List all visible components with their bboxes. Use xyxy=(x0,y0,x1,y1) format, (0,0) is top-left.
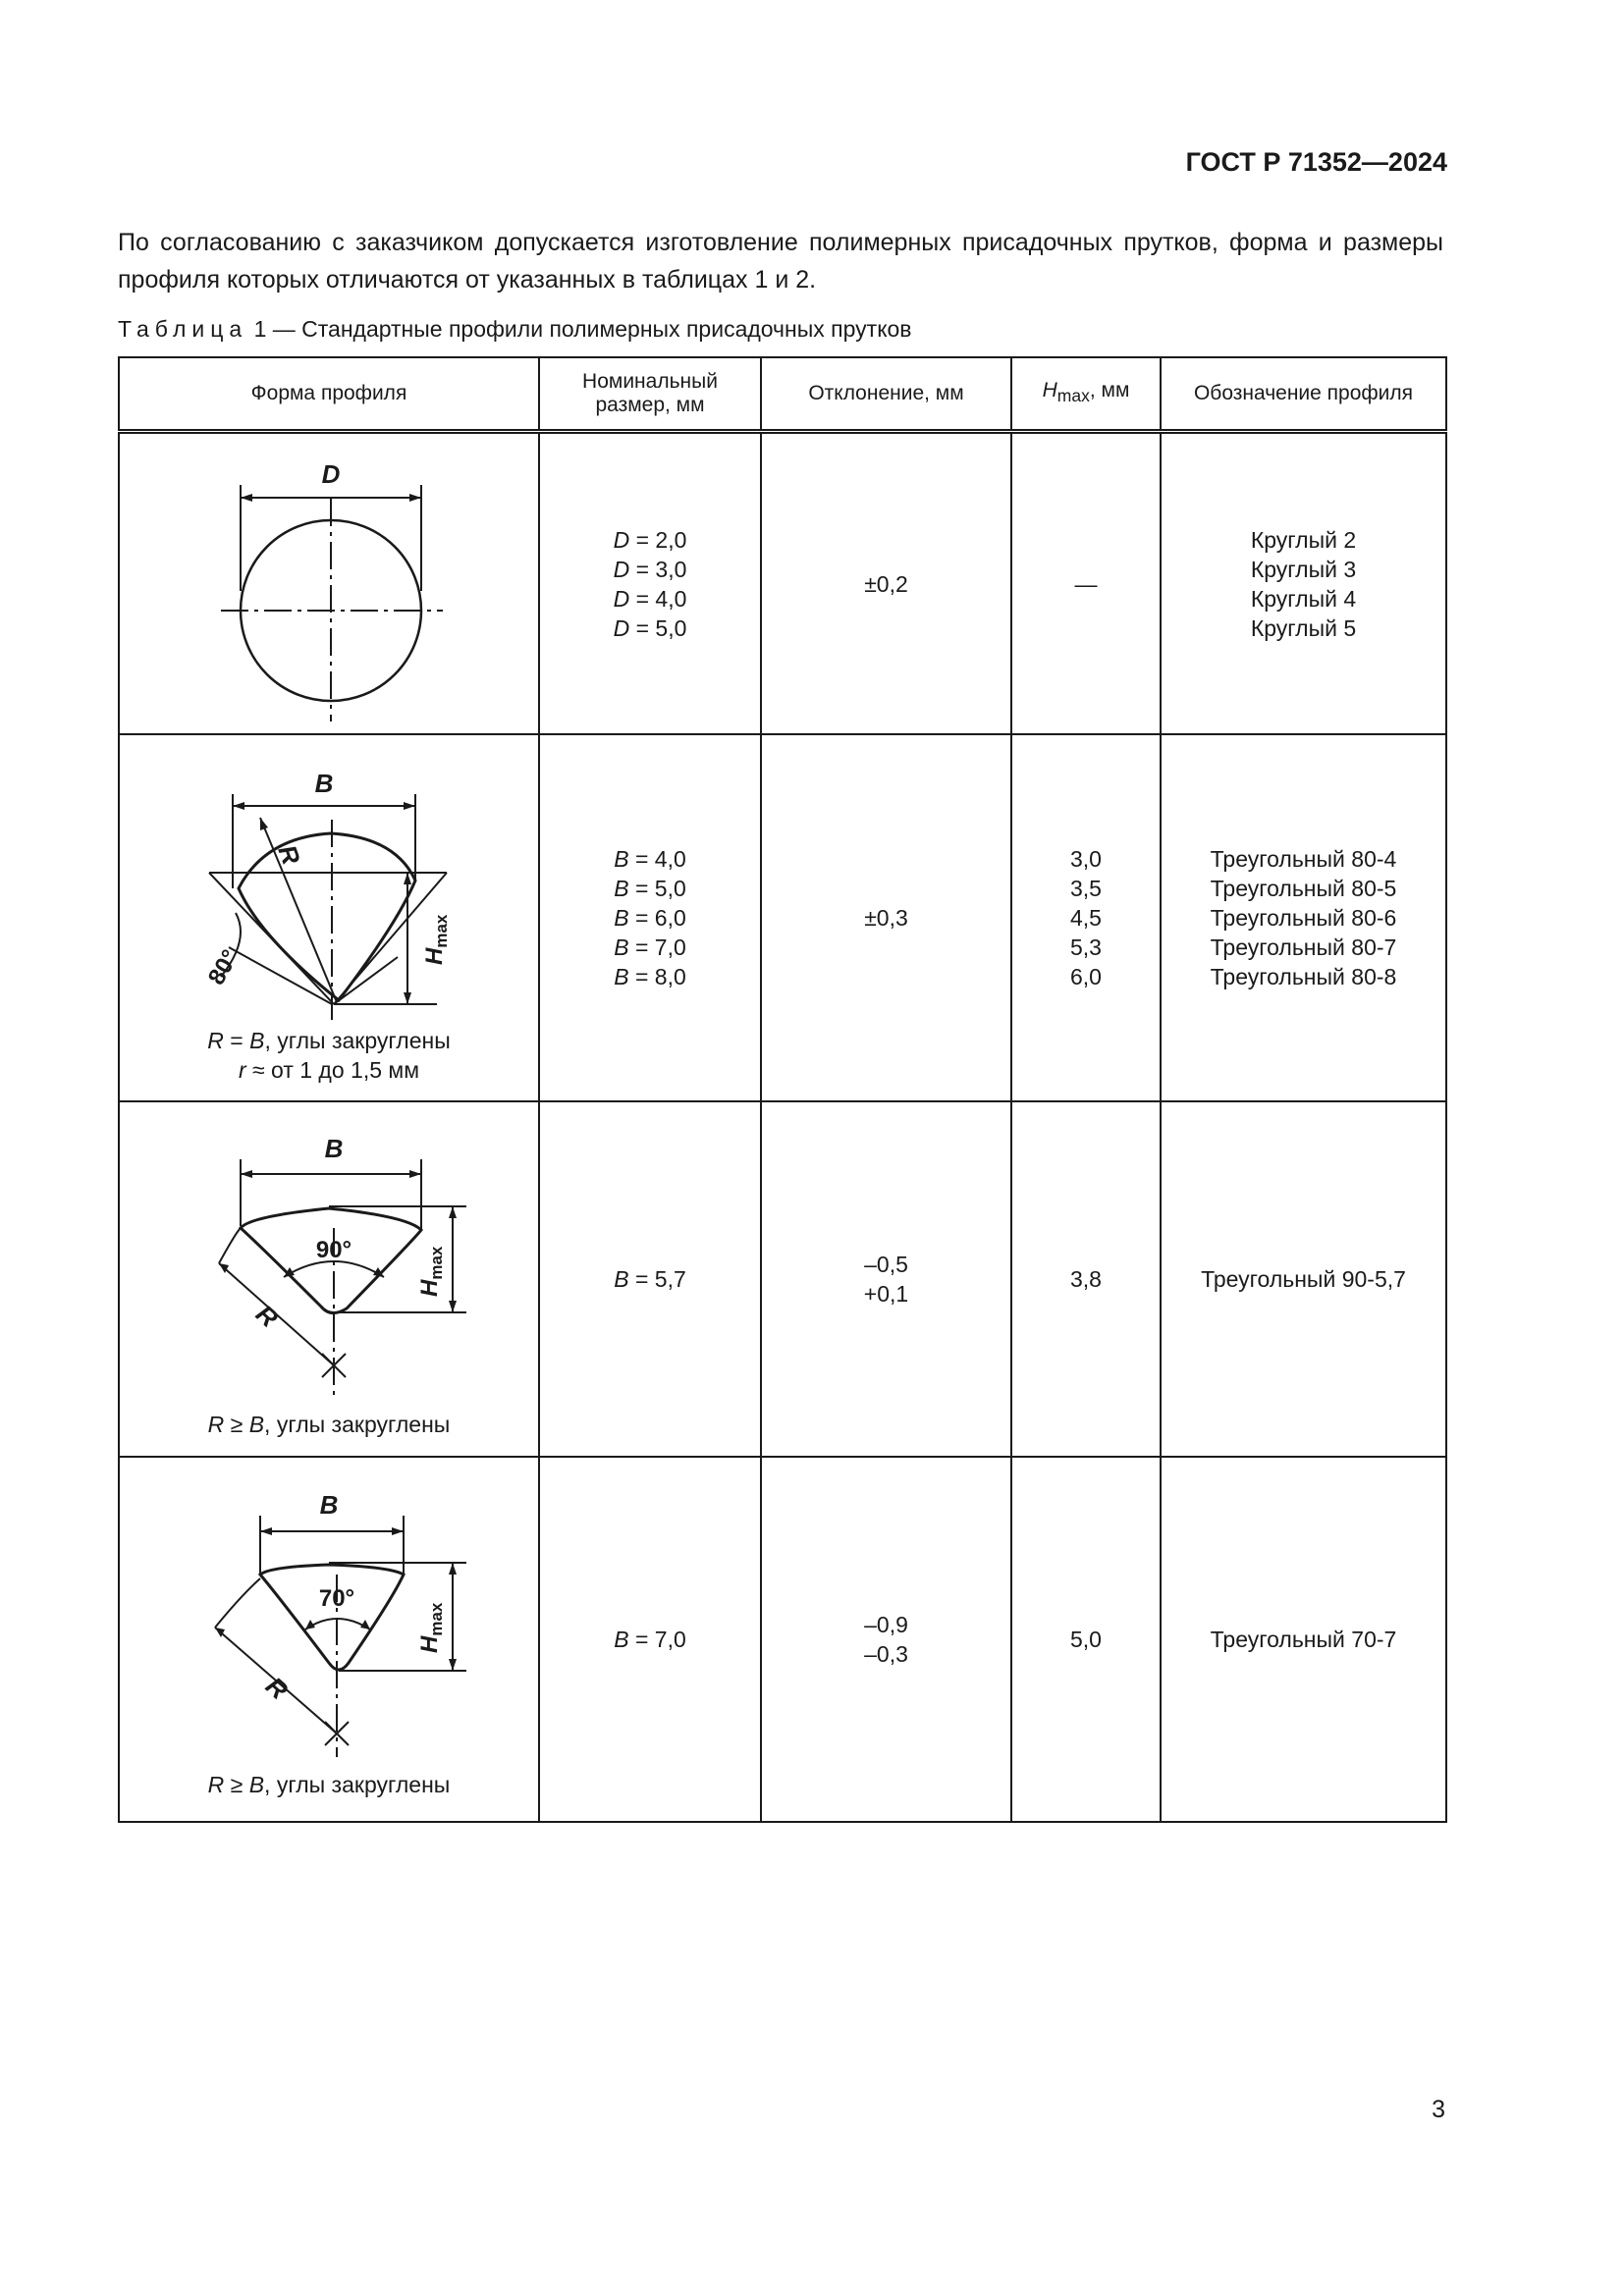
cell-nominal xyxy=(539,1457,761,1822)
triangle-90-profile-drawing xyxy=(182,1120,476,1410)
angle-label: 90° xyxy=(315,1236,352,1263)
page-number: 3 xyxy=(1432,2096,1445,2123)
shape-note xyxy=(120,1026,538,1085)
table-row xyxy=(119,432,1446,735)
cell-designation: Круглый 2 Круглый 3 Круглый 4 Круглый 5 xyxy=(1161,432,1446,735)
nominal-value: B = 4,0 xyxy=(614,846,686,872)
note-line: r ≈ от 1 до 1,5 мм xyxy=(238,1057,420,1083)
height-label: $H_{max}$ xyxy=(421,914,451,965)
radius-label: R xyxy=(259,1670,295,1705)
table-caption-label: Таблица xyxy=(118,316,248,342)
cell-deviation: –0,5 +0,1 xyxy=(761,1101,1011,1457)
header-hmax-unit: , мм xyxy=(1089,379,1130,402)
cell-nominal xyxy=(539,432,761,735)
radius-label: R xyxy=(272,840,306,869)
shape-cell-triangle-80 xyxy=(119,734,539,1101)
dim-label-b: B xyxy=(324,1133,344,1163)
angle-label: 80° xyxy=(202,945,244,989)
nominal-value: D = 3,0 xyxy=(613,556,687,582)
cell-hmax: 3,0 3,5 4,5 5,3 6,0 xyxy=(1011,734,1161,1101)
nominal-value: D = 5,0 xyxy=(613,614,687,641)
cell-deviation: ±0,3 xyxy=(761,734,1011,1101)
cell-designation: Треугольный 80-4 Треугольный 80-5 Треугольный 80-6 Треугольный 80-7 Треугольный 80-8 xyxy=(1161,734,1446,1101)
cell-hmax: 3,8 xyxy=(1011,1101,1161,1457)
table-header-row xyxy=(119,357,1446,432)
nominal-value: B = 7,0 xyxy=(614,934,686,960)
note-line: R = B, углы закруглены xyxy=(207,1028,451,1053)
table-row xyxy=(119,1457,1446,1822)
cell-designation: Треугольный 70-7 xyxy=(1161,1457,1446,1822)
shape-note xyxy=(120,1410,538,1439)
dim-label-b: B xyxy=(314,769,334,798)
cell-deviation: –0,9 –0,3 xyxy=(761,1457,1011,1822)
round-profile-drawing xyxy=(182,442,476,726)
nominal-value: D = 4,0 xyxy=(613,585,687,612)
table-row xyxy=(119,734,1446,1101)
table-caption-text: 1 — Стандартные профили полимерных присадочных прутков xyxy=(247,316,912,342)
header-hmax-symbol: H xyxy=(1042,379,1057,402)
triangle-70-profile-drawing xyxy=(182,1480,476,1770)
angle-label: 70° xyxy=(318,1584,355,1612)
header-hmax-subscript: max xyxy=(1056,386,1090,406)
header-hmax xyxy=(1011,357,1161,432)
nominal-value: B = 6,0 xyxy=(614,905,686,931)
table-row xyxy=(119,1101,1446,1457)
cell-deviation: ±0,2 xyxy=(761,432,1011,735)
nominal-value: B = 5,7 xyxy=(614,1266,686,1292)
cell-designation: Треугольный 90-5,7 xyxy=(1161,1101,1446,1457)
radius-label: R xyxy=(249,1298,285,1333)
dim-label-b: B xyxy=(319,1489,339,1520)
document-code: ГОСТ Р 71352—2024 xyxy=(1185,147,1447,177)
header-shape: Форма профиля xyxy=(119,357,539,432)
header-nominal: Номинальный размер, мм xyxy=(539,357,761,432)
nominal-value: B = 7,0 xyxy=(614,1627,686,1652)
header-deviation: Отклонение, мм xyxy=(761,357,1011,432)
dim-label-d: D xyxy=(321,458,341,489)
intro-paragraph: По согласованию с заказчиком допускается изготовление полимерных присадочных прутков, форма и размеры профиля которых отличаются от указанных в таблицах 1 и 2. xyxy=(118,229,1443,294)
shape-cell-triangle-90 xyxy=(119,1101,539,1457)
note-line: R ≥ B, углы закруглены xyxy=(207,1411,451,1437)
shape-note xyxy=(120,1770,538,1799)
height-label: $H_{max}$ xyxy=(416,1246,446,1297)
height-label: $H_{max}$ xyxy=(416,1602,446,1653)
shape-cell-round xyxy=(119,432,539,735)
table-caption xyxy=(118,316,912,343)
cell-hmax: 5,0 xyxy=(1011,1457,1161,1822)
header-designation: Обозначение профиля xyxy=(1161,357,1446,432)
note-line: R ≥ B, углы закруглены xyxy=(207,1771,451,1797)
cell-hmax: — xyxy=(1011,432,1161,735)
triangle-80-profile-drawing xyxy=(182,751,476,1026)
cell-nominal xyxy=(539,734,761,1101)
nominal-value: D = 2,0 xyxy=(613,526,687,553)
cell-nominal xyxy=(539,1101,761,1457)
profiles-table xyxy=(118,356,1447,1823)
nominal-value: B = 8,0 xyxy=(614,964,686,989)
shape-cell-triangle-70 xyxy=(119,1457,539,1822)
nominal-value: B = 5,0 xyxy=(614,876,686,901)
